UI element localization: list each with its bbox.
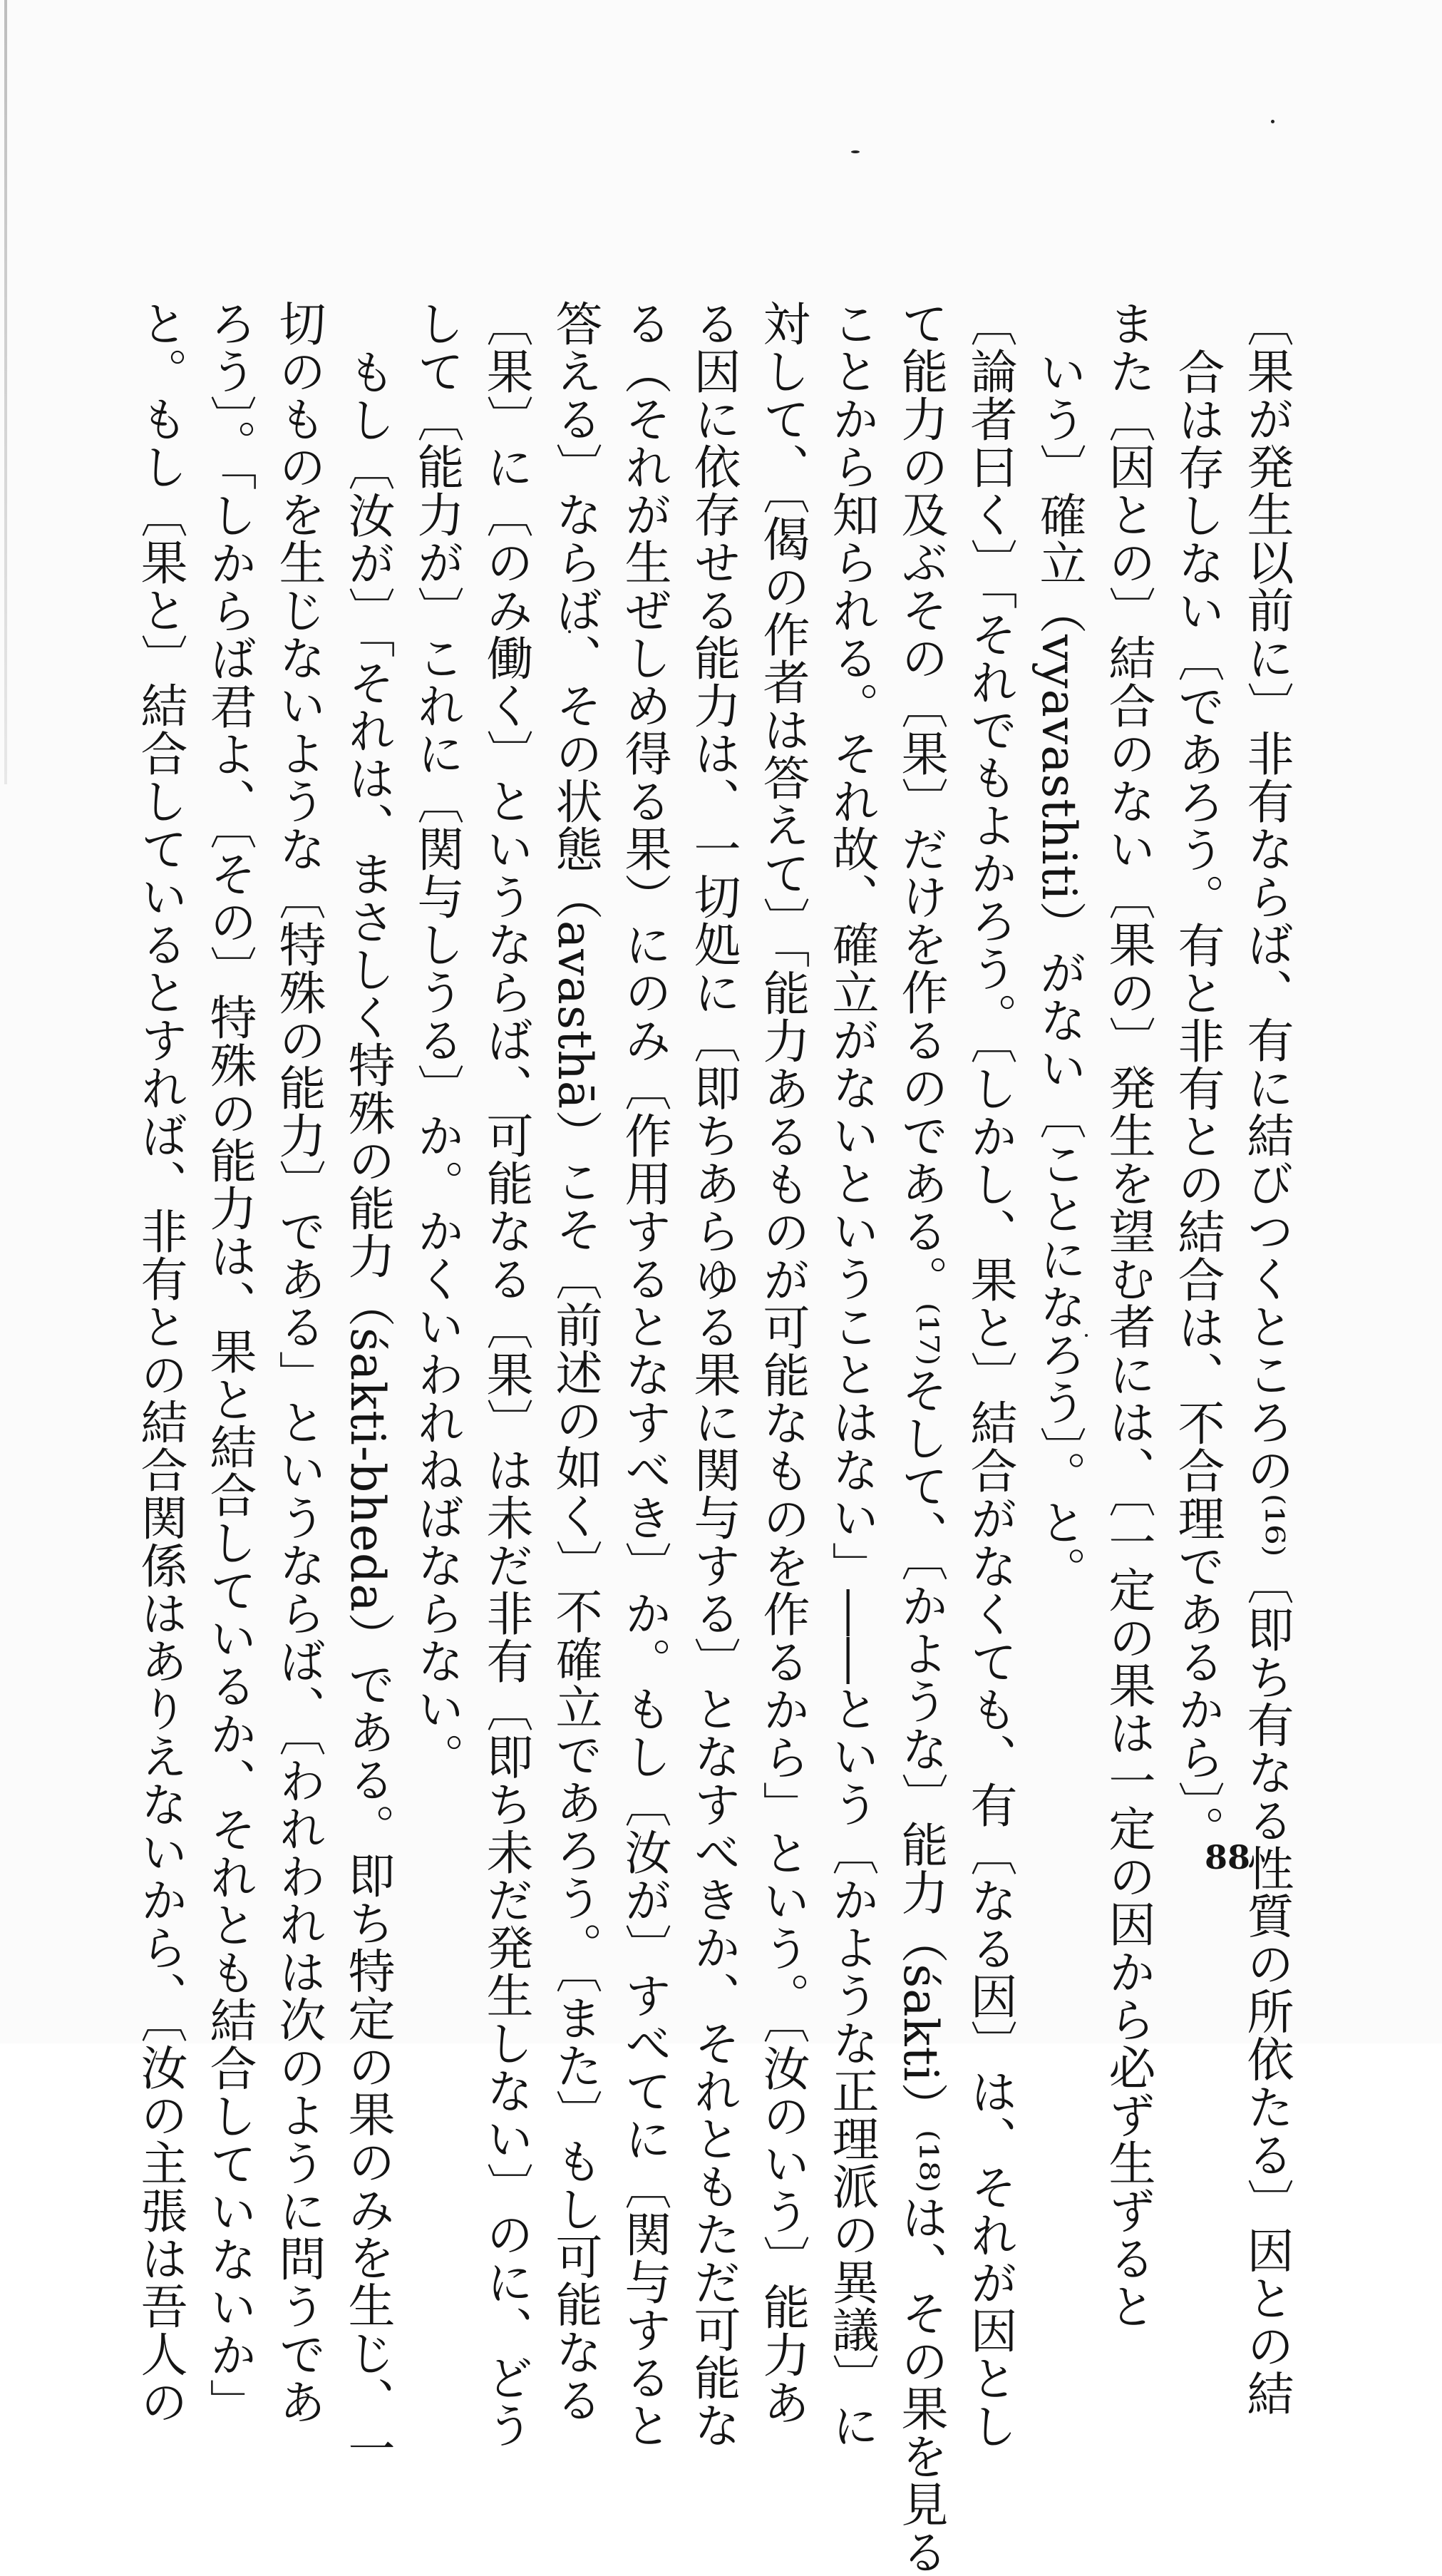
scan-speck [1271, 120, 1274, 123]
text-line: 切のものを生じないような〔特殊の能力〕である」というならば、〔われわれは次のように問うであ [271, 299, 326, 2426]
text-line: して〔能力が〕これに〔関与しうる〕か。かくいわれねばならない。 [409, 299, 464, 1780]
text-line: て能力の及ぶその〔果〕だけを作るのである。⁽¹⁷⁾そして、〔かような〕能力（śakti）⁽¹⁸⁾は、その果を見る [893, 299, 948, 2576]
text-line: もし〔汝が〕「それは、まさしく特殊の能力（śakti-bheda）である。即ち特定の果のみを生じ、一 [340, 348, 395, 2473]
text-line: 合は存しない〔であろう。有と非有との結合は、不合理であるから〕。 [1170, 348, 1225, 1853]
text-line: る（それが生ぜしめ得る果）にのみ〔作用するとなすべき〕か。もし〔汝が〕すべてに〔関与すると [617, 299, 671, 2449]
text-line: 〔果〕に〔のみ働く〕というならば、可能なる〔果〕は未だ非有〔即ち未だ発生しない〕のに、どう [478, 299, 533, 2449]
text-line: ことから知られる。それ故、確立がないということはない」――という〔かような正理派の異議〕に [824, 299, 879, 2449]
text-line: 〔論者曰く〕「それでもよかろう。〔しかし、果と〕結合がなくても、有〔なる因〕は、それが因とし [962, 299, 1017, 2450]
scan-speck [851, 150, 860, 153]
text-line: ろう〕。「しからば君よ、〔その〕特殊の能力は、果と結合しているか、それとも結合していないか」 [202, 299, 257, 2426]
text-line: また〔因との〕結合のない〔果の〕発生を望む者には、〔一定の果は一定の因から必ず生ずると [1101, 299, 1155, 2330]
text-line: る因に依存せる能力は、一切処に〔即ちあらゆる果に関与する〕となすべきか、それともただ可能な [686, 299, 741, 2449]
text-line: と。もし〔果と〕結合しているとすれば、非有との結合関係はありえないから、〔汝の主張は吾人の [133, 299, 187, 2426]
text-line: いう〕確立（vyavasthiti）がない〔ことになろう〕。と。 [1031, 348, 1086, 1594]
text-line: 〔果が発生以前に〕非有ならば、有に結びつくところの⁽¹⁶⁾〔即ち有なる性質の所依たる〕因との結 [1239, 299, 1294, 2418]
page-number: 88 [1205, 1838, 1251, 1877]
text-line: 答える〕ならば、その状態（avasthā）こそ〔前述の如く〕不確立であろう。〔また〕もし可能なる [547, 299, 602, 2424]
text-line: 対して、〔偈の作者は答えて〕「能力あるものが可能なものを作るから」という。〔汝のいう〕能力あ [755, 299, 810, 2426]
scan-edge-shadow [4, 0, 7, 784]
